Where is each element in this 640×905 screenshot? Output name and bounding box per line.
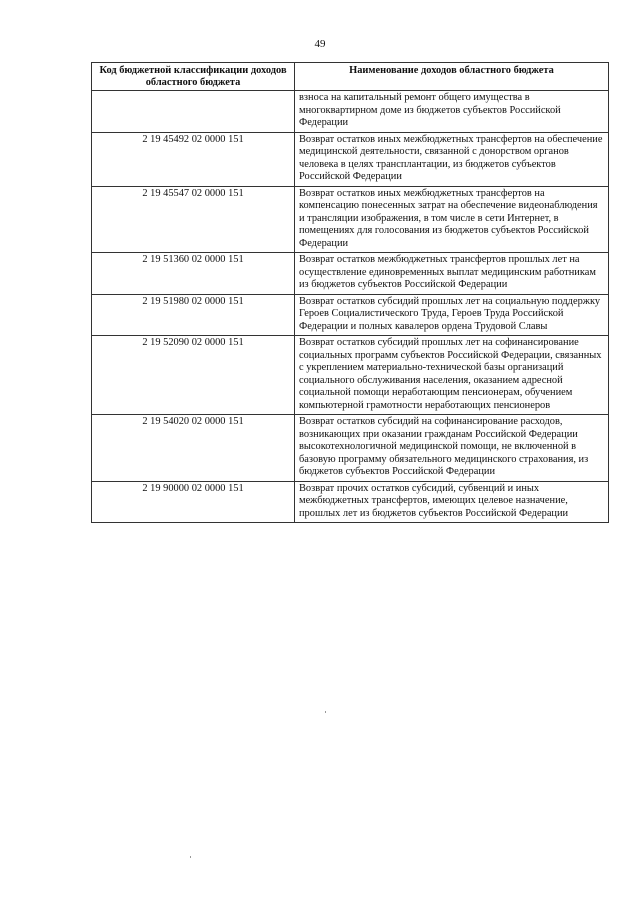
row-code: 2 19 51980 02 0000 151 — [92, 294, 295, 336]
table-row — [92, 481, 609, 523]
row-name: Возврат прочих остатков субсидий, субвенций и иных межбюджетных трансфертов, имеющих целевое назначение, прошлых лет из бюджетов субъектов Российской Федерации — [295, 481, 609, 523]
row-code: 2 19 54020 02 0000 151 — [92, 415, 295, 482]
page-number: 49 — [314, 38, 326, 50]
row-name: Возврат остатков субсидий на софинансирование расходов, возникающих при оказании гражданам Российской Федерации высокотехнологичной медицинской помощи, не включенной в базовую программу обязательного медицинского страхования, из бюджетов субъектов Российской Федерации — [295, 415, 609, 482]
table-row — [92, 415, 609, 482]
row-code — [92, 91, 295, 133]
row-code: 2 19 51360 02 0000 151 — [92, 253, 295, 295]
table-row — [92, 132, 609, 186]
table-row — [92, 294, 609, 336]
table-row — [92, 91, 609, 133]
header-name: Наименование доходов областного бюджета — [295, 63, 609, 91]
table-header-row — [92, 63, 609, 91]
row-name: Возврат остатков иных межбюджетных трансфертов на компенсацию понесенных затрат на обеспечение видеонаблюдения и трансляции изображения, в том числе в сети Интернет, в помещениях для голосования из бюджетов субъектов Российской Федерации — [295, 186, 609, 253]
row-code: 2 19 90000 02 0000 151 — [92, 481, 295, 523]
scan-speck — [190, 856, 191, 858]
row-name: Возврат остатков иных межбюджетных трансфертов на обеспечение медицинской деятельности, связанной с донорством органов человека в целях трансплантации, из бюджетов субъектов Российской Федерации — [295, 132, 609, 186]
row-code: 2 19 45492 02 0000 151 — [92, 132, 295, 186]
row-code: 2 19 45547 02 0000 151 — [92, 186, 295, 253]
row-name: Возврат остатков межбюджетных трансфертов прошлых лет на осуществление единовременных выплат медицинским работникам из бюджетов субъектов Российской Федерации — [295, 253, 609, 295]
budget-classification-table — [91, 62, 609, 523]
row-name: Возврат остатков субсидий прошлых лет на социальную поддержку Героев Социалистического Труда, Героев Труда Российской Федерации и полных кавалеров ордена Трудовой Славы — [295, 294, 609, 336]
table-row — [92, 186, 609, 253]
row-code: 2 19 52090 02 0000 151 — [92, 336, 295, 415]
row-name: Возврат остатков субсидий прошлых лет на софинансирование социальных программ субъектов Российской Федерации, связанных с укреплением материально-технической базы организаций социального обслуживания населения, оказанием адресной социальной помощи неработающим пенсионерам, обучением компьютерной грамотности неработающих пенсионеров — [295, 336, 609, 415]
header-code: Код бюджетной классификации доходов областного бюджета — [92, 63, 295, 91]
scan-speck — [325, 711, 326, 713]
table-row — [92, 336, 609, 415]
table-row — [92, 253, 609, 295]
row-name: взноса на капитальный ремонт общего имущества в многоквартирном доме из бюджетов субъектов Российской Федерации — [295, 91, 609, 133]
